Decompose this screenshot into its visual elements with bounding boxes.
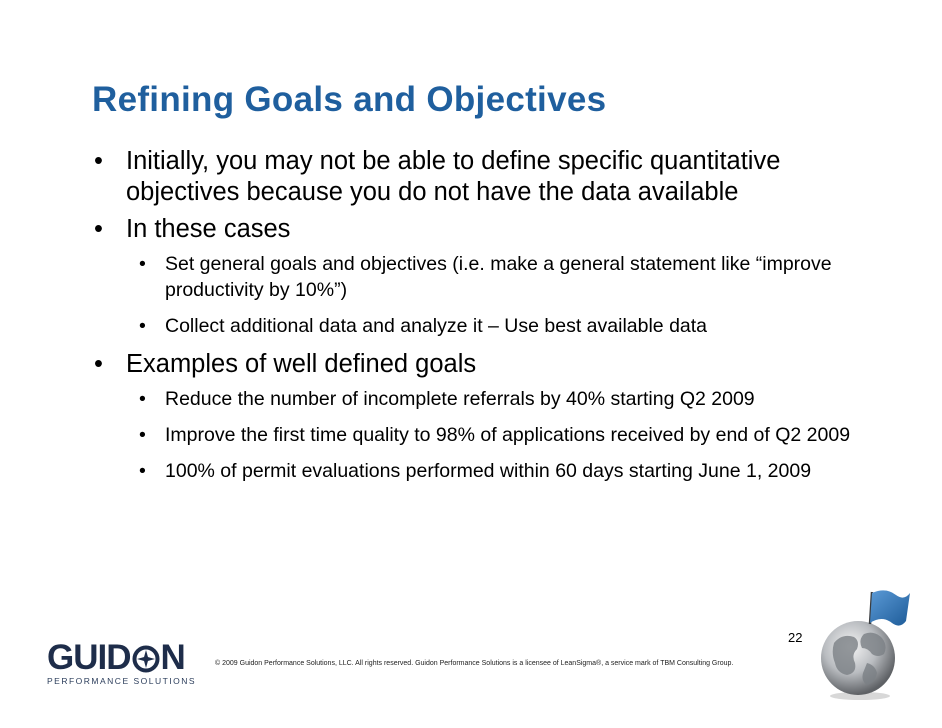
sub-bullet-item bbox=[137, 251, 882, 303]
bullet-item bbox=[92, 146, 882, 208]
bullet-dot: • bbox=[94, 350, 103, 378]
guidon-logo bbox=[47, 638, 197, 686]
bullet-dot: • bbox=[139, 460, 146, 482]
copyright-footer: © 2009 Guidon Performance Solutions, LLC. All rights reserved. Guidon Performance Solutions is a licensee of LeanSigma®, a service mark of TBM Consulting Group. bbox=[215, 660, 734, 667]
sub-bullet-text: Collect additional data and analyze it – Use best available data bbox=[165, 315, 708, 337]
compass-o-icon bbox=[132, 644, 160, 672]
sub-bullet-item bbox=[137, 386, 882, 412]
bullet-dot: • bbox=[139, 253, 146, 275]
logo-text-right: N bbox=[160, 638, 185, 677]
globe-flag-icon bbox=[812, 588, 912, 703]
bullet-text: Initially, you may not be able to define specific quantitative objectives because you do not have the data available bbox=[126, 147, 781, 206]
logo-text-left: GUID bbox=[47, 638, 131, 677]
bullet-text: Examples of well defined goals bbox=[126, 350, 477, 378]
sub-bullet-item bbox=[137, 458, 882, 484]
page-number: 22 bbox=[788, 630, 803, 645]
bullet-dot: • bbox=[139, 424, 146, 446]
sub-bullet-list bbox=[92, 386, 882, 484]
sub-bullet-list bbox=[92, 251, 882, 339]
logo-tagline: PERFORMANCE SOLUTIONS bbox=[47, 676, 197, 686]
bullet-dot: • bbox=[139, 388, 146, 410]
bullet-list bbox=[92, 146, 882, 494]
sub-bullet-item bbox=[137, 313, 882, 339]
bullet-item bbox=[92, 214, 882, 245]
sub-bullet-item bbox=[137, 422, 882, 448]
bullet-dot: • bbox=[94, 147, 103, 175]
bullet-item bbox=[92, 349, 882, 380]
sub-bullet-text: Improve the first time quality to 98% of applications received by end of Q2 2009 bbox=[165, 424, 851, 446]
bullet-text: In these cases bbox=[126, 215, 291, 243]
sub-bullet-text: Set general goals and objectives (i.e. make a general statement like “improve productivity by 10%”) bbox=[165, 253, 832, 301]
sub-bullet-text: Reduce the number of incomplete referrals by 40% starting Q2 2009 bbox=[165, 388, 755, 410]
slide-title: Refining Goals and Objectives bbox=[92, 80, 607, 119]
sub-bullet-text: 100% of permit evaluations performed within 60 days starting June 1, 2009 bbox=[165, 460, 812, 482]
bullet-dot: • bbox=[139, 315, 146, 337]
bullet-dot: • bbox=[94, 215, 103, 243]
